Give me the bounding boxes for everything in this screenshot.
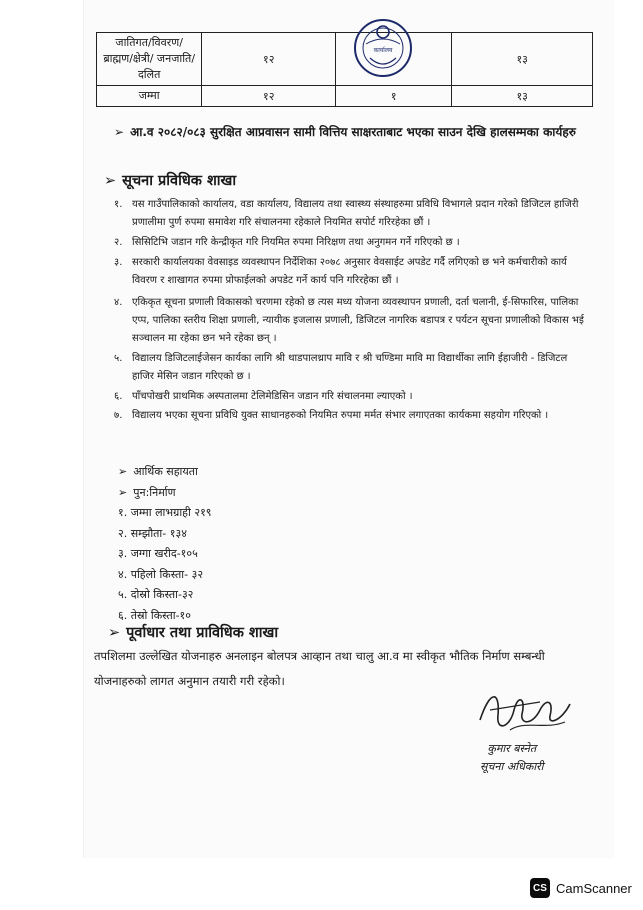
list-item: ५. विद्यालय डिजिटलाईजेसन कार्यका लागि श्री थाडपालथ्राप मावि र श्री चण्डिमा मावि मा विद्यार्थीका लागि ईहाजीरी - डिजिटल हाजिर मेसिन जडान गरिएको छ । [114, 353, 568, 382]
summary-table [96, 32, 593, 107]
list-item: ३. सरकारी कार्यालयका वेवसाइड व्यवस्थापन निर्देशिका २०७८ अनुसार वेवसाईट अपडेट गर्दै लगिएको छ भने कर्मचारीको कार्य विवरण र शाखागत रुपमा प्रोफाईलको अपडेट गर्ने कार्य पनि गरिरहेका छौं । [114, 257, 567, 286]
signatory-block [480, 740, 544, 776]
list-item: ५. दोस्रो किस्ता-३२ [118, 588, 194, 601]
section-title-infra: ➢ पूर्वाधार तथा प्राविधिक शाखा [108, 625, 279, 641]
camscanner-label: CamScanner [556, 880, 632, 896]
list-item: २. सिसिटिभि जडान गरि केन्द्रीकृत गरि नियमित रुपमा निरिक्षण तथा अनुगमन गर्ने गरिएको छ । [114, 237, 460, 248]
list-item: ४. पहिलो किस्ता- ३२ [118, 567, 204, 581]
office-seal-icon [348, 14, 418, 90]
arrow-icon: ➢ [108, 625, 121, 641]
signatory-name: कुमार बस्नेत [487, 742, 537, 755]
list-item: ३. जग्गा खरीद-१०५ [118, 547, 198, 560]
list-item: १. यस गाउँपालिकाको कार्यालय, वडा कार्यालय, विद्यालय तथा स्वास्थ्य संस्थाहरुमा प्रविधि विभागले प्रदान गरेको डिजिटल हाजिरी प्रणालीमा पुर्ण रुपमा समावेश गरि संचालनमा रहेकाले नियमित सपोर्ट गरिरहेका छौं । [114, 199, 579, 228]
signatory-title: सूचना अधिकारी [480, 760, 544, 773]
arrow-icon: ➢ [104, 173, 117, 189]
table-cell: १२ [202, 33, 336, 86]
table-cell: १३ [452, 33, 593, 86]
table-cell-category: जातिगत/विवरण/ ब्राह्मण/क्षेत्री/ जनजाति/ दलित [97, 33, 202, 86]
list-item: ६. पाँचपोखरी प्राथमिक अस्पतालमा टेलिमेडिसिन जडान गरि संचालनमा ल्याएको । [114, 391, 413, 402]
list-item: ६. तेस्रो किस्ता-१० [118, 608, 191, 622]
arrow-icon: ➢ [114, 125, 125, 139]
subheading-financial-aid: ➢ आर्थिक सहायता [118, 465, 198, 478]
arrow-icon: ➢ [118, 465, 128, 478]
list-item: ७. विद्यालय भएका सूचना प्रविधि युक्त साधानहरुको नियमित रुपमा मर्मत संभार लगाएतका कार्यकमा सहयोग गरिएको । [114, 410, 549, 421]
signature-icon [470, 680, 580, 740]
subheading-reconstruction: ➢ पुन:निर्माण [118, 485, 176, 499]
infra-paragraph: तपशिलमा उल्लेखित योजनाहरु अनलाइन बोलपत्र आव्हान तथा चालु आ.व मा स्वीकृत भौतिक निर्माण सम्बन्धी योजनाहरुको लागत अनुमान तयारी गरी रहेको। [94, 649, 545, 688]
section-title-it: ➢ सूचना प्रविधिक शाखा [104, 173, 237, 189]
table-cell-total-label: जम्मा [97, 86, 202, 107]
reconstruction-list [118, 462, 212, 626]
list-item: ४. एकिकृत सूचना प्रणाली विकासको चरणमा रहेको छ त्यस मध्य योजना व्यवस्थापन प्रणाली, दर्ता चलानी, ई-सिफारिस, पालिका एप्प, पालिका स्तरीय शिक्षा प्रणाली, न्यायीक इजलास प्रणाली, डिजिटल नागरिक बडापत्र र पर्यटन सूचना प्रणालीको विकास भई सञ्चालन मा रहेका छन भने रहेका छन् । [114, 297, 584, 344]
table-cell: १३ [452, 86, 593, 107]
table-row [97, 33, 593, 86]
main-heading: ➢ आ.व २०८२/०८३ सुरक्षित आप्रवासन सामी वित्तिय साक्षरताबाट भएका साउन देखि हालसम्मका कार्यहरु [114, 125, 576, 139]
svg-text:कार्यालय: कार्यालय [373, 47, 393, 54]
table-cell: १ [336, 86, 452, 107]
list-item: १. जम्मा लाभग्राही २१९ [118, 506, 212, 519]
table-cell: १२ [202, 86, 336, 107]
table-row-total [97, 86, 593, 107]
arrow-icon: ➢ [118, 485, 128, 499]
list-item: २. सम्झौता- १३४ [118, 526, 187, 540]
camscanner-watermark [530, 878, 632, 898]
camscanner-logo-icon: CS [530, 878, 550, 898]
